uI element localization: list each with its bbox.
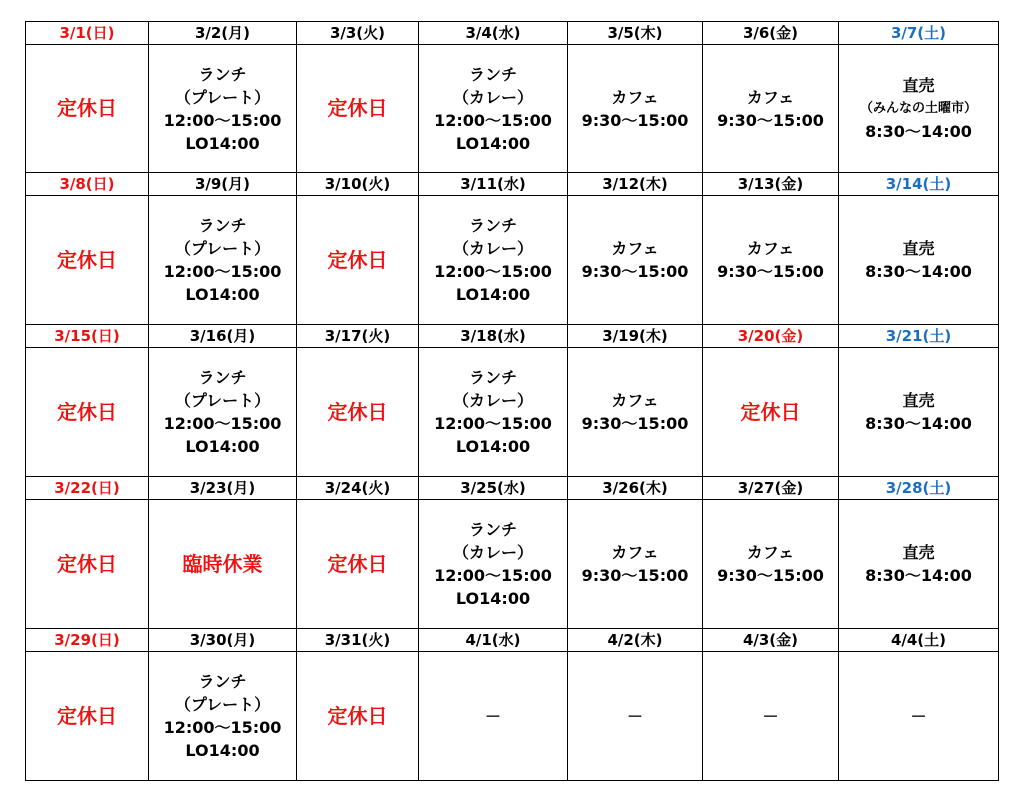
- date-header-sat: 4/4(土): [839, 629, 999, 652]
- date-header-tue: 3/10(火): [297, 173, 419, 196]
- schedule-line: 12:00～15:00: [434, 566, 552, 585]
- date-header-wed: 3/25(水): [419, 477, 568, 500]
- schedule-line: カフェ: [611, 87, 659, 107]
- schedule-cell-fri: [703, 196, 839, 325]
- date-header-sun: 3/1(日): [26, 22, 149, 45]
- date-header-mon: 3/23(月): [149, 477, 297, 500]
- schedule-line: 直売: [902, 239, 935, 258]
- schedule-line: ランチ: [468, 520, 517, 539]
- schedule-line: 12:00～15:00: [163, 110, 282, 130]
- schedule-line: カフェ: [746, 87, 795, 107]
- date-header-wed: 4/1(水): [419, 629, 568, 652]
- schedule-cell-wed: [419, 652, 568, 781]
- schedule-line: ランチ: [198, 368, 247, 387]
- schedule-cell-thu: [568, 348, 703, 477]
- schedule-cell-sun: [26, 196, 149, 325]
- schedule-line: 8:30～14:00: [865, 414, 972, 433]
- date-header-mon: 3/30(月): [149, 629, 297, 652]
- closed-label: 定休日: [327, 96, 388, 120]
- date-header-mon: 3/16(月): [149, 325, 297, 348]
- schedule-line: LO14:00: [455, 133, 531, 153]
- closed-label: 定休日: [57, 703, 117, 728]
- schedule-cell-tue: [297, 500, 419, 629]
- date-header-tue: 3/3(火): [297, 22, 419, 45]
- schedule-cell-thu: [568, 45, 703, 173]
- week-3-schedule-row: [26, 348, 999, 477]
- closed-label: 定休日: [57, 96, 117, 120]
- date-header-thu: 3/5(木): [568, 22, 703, 45]
- date-header-sat: 3/7(土): [839, 22, 999, 45]
- schedule-line: LO14:00: [185, 741, 260, 760]
- schedule-line: 12:00～15:00: [434, 414, 552, 433]
- schedule-line: LO14:00: [455, 437, 531, 456]
- schedule-line: （プレート）: [174, 239, 271, 258]
- schedule-line: ランチ: [468, 216, 517, 235]
- schedule-line: LO14:00: [185, 133, 260, 153]
- schedule-line: －: [484, 706, 501, 726]
- schedule-cell-sun: [26, 45, 149, 173]
- schedule-line: LO14:00: [455, 589, 531, 608]
- schedule-cell-fri: [703, 45, 839, 173]
- schedule-line: LO14:00: [185, 285, 260, 304]
- schedule-line: （カレー）: [452, 87, 533, 107]
- schedule-line: 8:30～14:00: [865, 262, 972, 281]
- schedule-cell-tue: [297, 348, 419, 477]
- date-header-mon: 3/9(月): [149, 173, 297, 196]
- schedule-cell-tue: [297, 45, 419, 173]
- closed-label: 定休日: [57, 247, 117, 272]
- schedule-line: 12:00～15:00: [163, 718, 282, 737]
- schedule-line: 直売: [902, 391, 935, 410]
- date-header-wed: 3/11(水): [419, 173, 568, 196]
- date-header-sun: 3/8(日): [26, 173, 149, 196]
- schedule-cell-sat: [839, 348, 999, 477]
- schedule-cell-wed: [419, 45, 568, 173]
- schedule-line: カフェ: [746, 239, 795, 258]
- date-header-sat: 3/14(土): [839, 173, 999, 196]
- schedule-cell-tue: [297, 652, 419, 781]
- date-header-thu: 4/2(木): [568, 629, 703, 652]
- week-4-date-row: [26, 477, 999, 500]
- schedule-line: 12:00～15:00: [434, 110, 552, 130]
- schedule-cell-mon: [149, 45, 297, 173]
- schedule-line: ランチ: [198, 64, 247, 84]
- schedule-cell-sun: [26, 652, 149, 781]
- schedule-line: ランチ: [198, 216, 247, 235]
- schedule-line: ランチ: [198, 672, 247, 691]
- week-3-date-row: [26, 325, 999, 348]
- schedule-line: 12:00～15:00: [163, 414, 282, 433]
- schedule-cell-sat: [839, 652, 999, 781]
- date-header-sun: 3/15(日): [26, 325, 149, 348]
- schedule-cell-wed: [419, 500, 568, 629]
- week-2-date-row: [26, 173, 999, 196]
- schedule-line: 9:30～15:00: [717, 262, 824, 281]
- date-header-thu: 3/26(木): [568, 477, 703, 500]
- schedule-cell-sun: [26, 348, 149, 477]
- schedule-cell-wed: [419, 348, 568, 477]
- schedule-line: －: [910, 706, 927, 726]
- schedule-cell-tue: [297, 196, 419, 325]
- schedule-line: 9:30～15:00: [581, 566, 689, 585]
- schedule-cell-thu: [568, 500, 703, 629]
- schedule-line: 8:30～14:00: [865, 122, 972, 141]
- schedule-line: （プレート）: [174, 391, 271, 410]
- closed-label: 定休日: [740, 399, 801, 424]
- schedule-line: 9:30～15:00: [581, 110, 689, 130]
- schedule-cell-sat: [839, 196, 999, 325]
- week-1-schedule-row: [26, 45, 999, 173]
- schedule-line: 直売: [902, 76, 935, 95]
- closed-label: 臨時休業: [182, 551, 263, 576]
- schedule-cell-fri: [703, 652, 839, 781]
- schedule-cell-thu: [568, 196, 703, 325]
- date-header-tue: 3/24(火): [297, 477, 419, 500]
- date-header-tue: 3/31(火): [297, 629, 419, 652]
- schedule-line: カフェ: [746, 543, 795, 562]
- schedule-line: LO14:00: [455, 285, 531, 304]
- date-header-fri: 3/6(金): [703, 22, 839, 45]
- date-header-wed: 3/4(水): [419, 22, 568, 45]
- date-header-mon: 3/2(月): [149, 22, 297, 45]
- schedule-cell-mon: [149, 196, 297, 325]
- date-header-fri: 3/20(金): [703, 325, 839, 348]
- schedule-cell-wed: [419, 196, 568, 325]
- schedule-line: （みんなの土曜市）: [859, 101, 977, 116]
- date-header-tue: 3/17(火): [297, 325, 419, 348]
- schedule-line: カフェ: [611, 239, 659, 258]
- schedule-cell-fri: [703, 348, 839, 477]
- schedule-line: －: [626, 706, 643, 726]
- schedule-line: （カレー）: [452, 543, 533, 562]
- date-header-thu: 3/12(木): [568, 173, 703, 196]
- week-2-schedule-row: [26, 196, 999, 325]
- date-header-fri: 3/27(金): [703, 477, 839, 500]
- date-header-thu: 3/19(木): [568, 325, 703, 348]
- week-1-date-row: [26, 22, 999, 45]
- schedule-line: 9:30～15:00: [581, 262, 689, 281]
- date-header-fri: 3/13(金): [703, 173, 839, 196]
- schedule-line: ランチ: [468, 64, 517, 84]
- closed-label: 定休日: [327, 703, 388, 728]
- closed-label: 定休日: [327, 399, 388, 424]
- date-header-sun: 3/29(日): [26, 629, 149, 652]
- schedule-line: 9:30～15:00: [717, 566, 824, 585]
- schedule-line: 9:30～15:00: [717, 110, 824, 130]
- week-5-schedule-row: [26, 652, 999, 781]
- date-header-fri: 4/3(金): [703, 629, 839, 652]
- schedule-line: 12:00～15:00: [434, 262, 552, 281]
- schedule-line: （カレー）: [452, 239, 533, 258]
- closed-label: 定休日: [57, 551, 117, 576]
- date-header-sat: 3/28(土): [839, 477, 999, 500]
- schedule-calendar: [25, 21, 999, 781]
- schedule-line: 12:00～15:00: [163, 262, 282, 281]
- schedule-cell-mon: [149, 348, 297, 477]
- schedule-line: LO14:00: [185, 437, 260, 456]
- schedule-cell-sat: [839, 500, 999, 629]
- closed-label: 定休日: [327, 551, 388, 576]
- schedule-line: （プレート）: [174, 695, 271, 714]
- closed-label: 定休日: [327, 247, 388, 272]
- schedule-line: 9:30～15:00: [581, 414, 689, 433]
- week-4-schedule-row: [26, 500, 999, 629]
- schedule-cell-mon: [149, 500, 297, 629]
- date-header-sun: 3/22(日): [26, 477, 149, 500]
- closed-label: 定休日: [57, 399, 117, 424]
- schedule-cell-mon: [149, 652, 297, 781]
- schedule-cell-sun: [26, 500, 149, 629]
- schedule-line: 直売: [902, 543, 935, 562]
- schedule-line: －: [762, 706, 779, 726]
- week-5-date-row: [26, 629, 999, 652]
- schedule-line: （プレート）: [174, 87, 271, 107]
- schedule-cell-sat: [839, 45, 999, 173]
- schedule-line: （カレー）: [452, 391, 533, 410]
- schedule-line: ランチ: [468, 368, 517, 387]
- date-header-sat: 3/21(土): [839, 325, 999, 348]
- date-header-wed: 3/18(水): [419, 325, 568, 348]
- schedule-cell-fri: [703, 500, 839, 629]
- schedule-line: 8:30～14:00: [865, 566, 972, 585]
- schedule-cell-thu: [568, 652, 703, 781]
- schedule-line: カフェ: [611, 391, 659, 410]
- calendar-body: [26, 22, 999, 781]
- schedule-line: カフェ: [611, 543, 659, 562]
